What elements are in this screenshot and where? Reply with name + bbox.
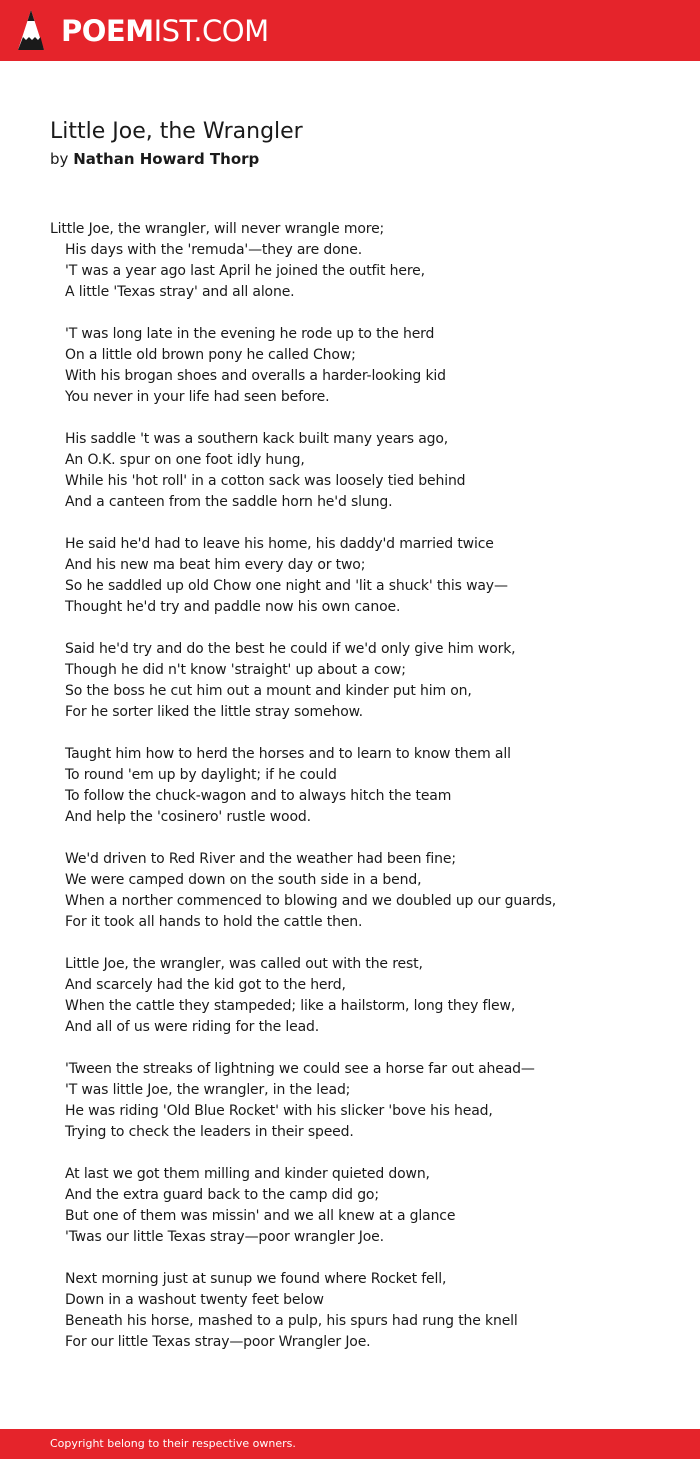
poem-line: We were camped down on the south side in a bend, — [65, 872, 422, 888]
poem-line: So the boss he cut him out a mount and kinder put him on, — [65, 683, 472, 699]
poem-line: At last we got them milling and kinder quieted down, — [65, 1166, 430, 1182]
stanza — [50, 429, 670, 513]
poem-line: Next morning just at sunup we found where Rocket fell, — [65, 1271, 447, 1287]
stanza-gap — [50, 1143, 670, 1164]
poem-line: When a norther commenced to blowing and we doubled up our guards, — [65, 893, 557, 909]
poem-line: For he sorter liked the little stray somehow. — [65, 704, 363, 720]
stanza-gap — [50, 513, 670, 534]
stanza-gap — [50, 1248, 670, 1269]
poem-line: He said he'd had to leave his home, his daddy'd married twice — [65, 536, 494, 552]
copyright-text: Copyright belong to their respective owners. — [50, 1437, 296, 1450]
site-header — [0, 0, 700, 61]
stanza — [50, 849, 670, 933]
stanza-gap — [50, 723, 670, 744]
poem-line: Little Joe, the wrangler, was called out with the rest, — [65, 956, 423, 972]
site-footer — [0, 1429, 700, 1459]
poem-author: Nathan Howard Thorp — [73, 150, 260, 168]
poem-line: And a canteen from the saddle horn he'd slung. — [65, 494, 393, 510]
poem-line: Trying to check the leaders in their speed. — [65, 1124, 354, 1140]
poem-line: On a little old brown pony he called Chow; — [65, 347, 356, 363]
logo-light-text: IST.COM — [153, 14, 269, 48]
poem-body — [50, 219, 670, 1353]
poem-line: Thought he'd try and paddle now his own canoe. — [65, 599, 401, 615]
stanza — [50, 744, 670, 828]
poem-line: And all of us were riding for the lead. — [65, 1019, 320, 1035]
stanza — [50, 534, 670, 618]
poem-line: You never in your life had seen before. — [65, 389, 330, 405]
stanza — [50, 639, 670, 723]
stanza — [50, 1059, 670, 1143]
stanza — [50, 1269, 670, 1353]
poem-line: His days with the 'remuda'—they are done. — [65, 242, 363, 258]
poem-line: Though he did n't know 'straight' up about a cow; — [65, 662, 406, 678]
poem-line: His saddle 't was a southern kack built many years ago, — [65, 431, 449, 447]
poem-line: For our little Texas stray—poor Wrangler Joe. — [65, 1334, 371, 1350]
poem-line: To follow the chuck-wagon and to always hitch the team — [65, 788, 452, 804]
poem-line: 'Twas our little Texas stray—poor wrangler Joe. — [65, 1229, 384, 1245]
poem-line: We'd driven to Red River and the weather had been fine; — [65, 851, 456, 867]
poem-line: And his new ma beat him every day or two; — [65, 557, 366, 573]
stanza-gap — [50, 408, 670, 429]
stanza — [50, 1164, 670, 1248]
poem-line: And help the 'cosinero' rustle wood. — [65, 809, 311, 825]
stanza-gap — [50, 933, 670, 954]
poem-line: But one of them was missin' and we all knew at a glance — [65, 1208, 456, 1224]
poem-line: An O.K. spur on one foot idly hung, — [65, 452, 305, 468]
stanza-gap — [50, 303, 670, 324]
stanza-gap — [50, 1038, 670, 1059]
poem-line: Said he'd try and do the best he could if we'd only give him work, — [65, 641, 516, 657]
poem-line: And scarcely had the kid got to the herd, — [65, 977, 346, 993]
stanza-gap — [50, 828, 670, 849]
poem-line: Taught him how to herd the horses and to learn to know them all — [65, 746, 511, 762]
poem-line: With his brogan shoes and overalls a harder-looking kid — [65, 368, 446, 384]
poem-line: 'T was long late in the evening he rode up to the herd — [65, 326, 435, 342]
poem-line: Little Joe, the wrangler, will never wrangle more; — [50, 221, 385, 237]
by-label: by — [50, 150, 69, 168]
pencil-tip-icon[interactable] — [17, 9, 45, 51]
stanza — [50, 324, 670, 408]
logo-bold-text: POEM — [61, 14, 154, 48]
poem-line: While his 'hot roll' in a cotton sack was loosely tied behind — [65, 473, 466, 489]
poem-line: Down in a washout twenty feet below — [65, 1292, 324, 1308]
poem-line: For it took all hands to hold the cattle then. — [65, 914, 363, 930]
poem-title: Little Joe, the Wrangler — [50, 119, 303, 144]
poem-line: To round 'em up by daylight; if he could — [65, 767, 337, 783]
poem-line: When the cattle they stampeded; like a hailstorm, long they flew, — [65, 998, 516, 1014]
poem-line: 'T was little Joe, the wrangler, in the lead; — [65, 1082, 351, 1098]
stanza — [50, 219, 670, 303]
poem-line: He was riding 'Old Blue Rocket' with his slicker 'bove his head, — [65, 1103, 493, 1119]
poem-line: And the extra guard back to the camp did go; — [65, 1187, 379, 1203]
site-logo[interactable] — [61, 13, 269, 49]
poem-line: So he saddled up old Chow one night and 'lit a shuck' this way— — [65, 578, 508, 594]
poem-line: A little 'Texas stray' and all alone. — [65, 284, 295, 300]
stanza-gap — [50, 618, 670, 639]
byline — [50, 148, 259, 170]
poem-line: Beneath his horse, mashed to a pulp, his spurs had rung the knell — [65, 1313, 518, 1329]
poem-line: 'Tween the streaks of lightning we could see a horse far out ahead— — [65, 1061, 535, 1077]
poem-line: 'T was a year ago last April he joined the outfit here, — [65, 263, 425, 279]
stanza — [50, 954, 670, 1038]
